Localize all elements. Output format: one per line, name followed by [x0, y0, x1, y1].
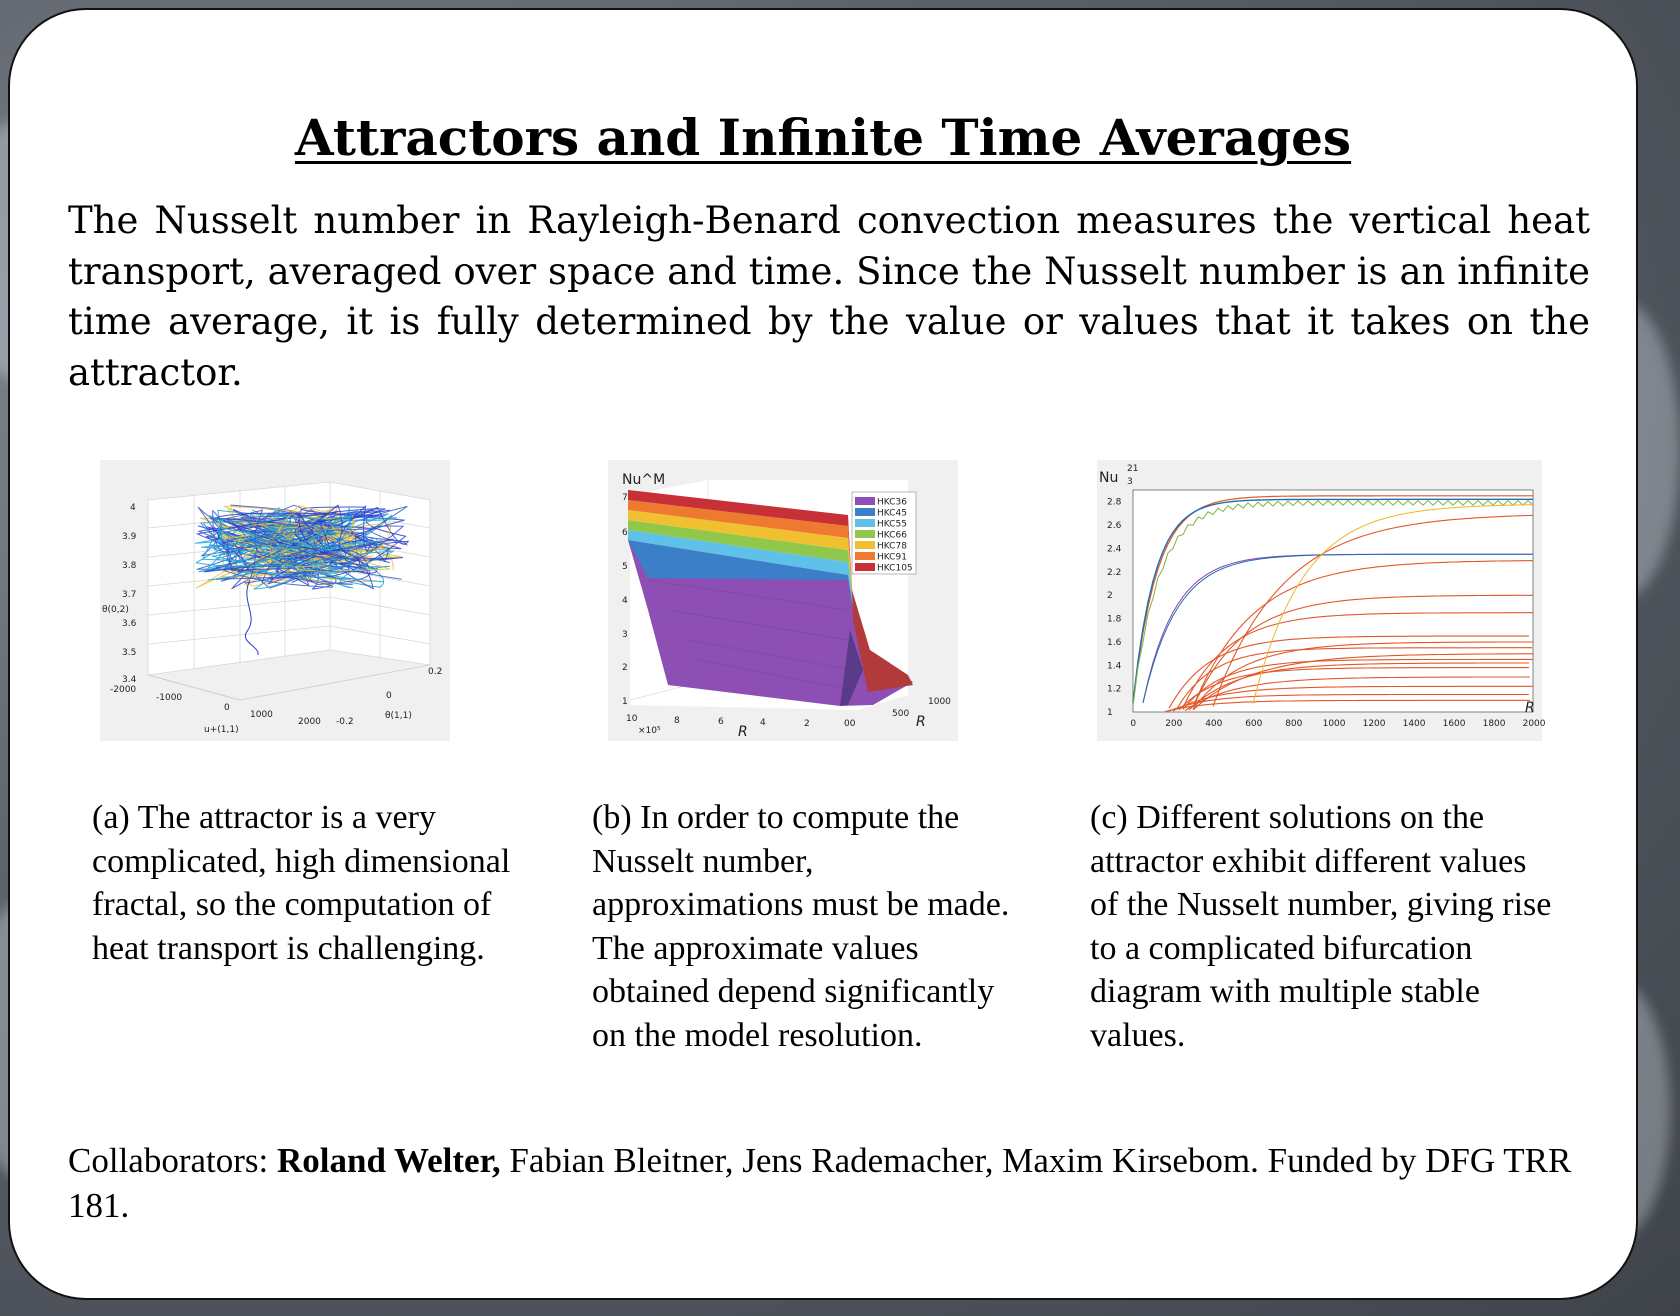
y-tick: 0.2 — [428, 667, 443, 677]
y-tick: 2 — [622, 663, 628, 673]
legend-label: HKC66 — [877, 530, 907, 541]
x-tick: 1800 — [1482, 719, 1506, 729]
x-tick: 6 — [718, 717, 724, 727]
legend-label: HKC36 — [877, 497, 907, 508]
footer-rest: Fabian Bleitner, Jens Rademacher, Maxim Kirsebom. Funded by DFG TRR 181. — [68, 1141, 1572, 1225]
y-tick: 4 — [622, 596, 628, 606]
y-axis-label: Nu — [1099, 470, 1119, 486]
legend-swatch — [855, 497, 875, 505]
legend-label: HKC45 — [877, 508, 907, 519]
y-label-sub: 3 — [1127, 477, 1133, 487]
figure-b-plot — [608, 460, 958, 741]
y-tick: 2.6 — [1107, 521, 1122, 532]
legend-swatch — [855, 519, 875, 527]
legend-swatch — [855, 563, 875, 571]
x-tick: -2000 — [110, 685, 137, 695]
z-tick: 3.6 — [122, 619, 137, 629]
figure-a-plot — [100, 460, 450, 741]
y-tick: 0 — [386, 691, 392, 701]
legend-label: HKC91 — [877, 552, 907, 563]
page-title: Attractors and Infinite Time Averages — [294, 108, 1352, 167]
x-tick: 0 — [224, 703, 230, 713]
x-axis-label: u+(1,1) — [204, 725, 239, 735]
x-tick: 800 — [1285, 719, 1303, 729]
y-tick: 1.8 — [1107, 614, 1122, 625]
figure-b-legend — [852, 492, 916, 574]
x-tick: 1000 — [250, 710, 273, 720]
figure-c-plot — [1097, 460, 1546, 741]
x-tick: 600 — [1245, 719, 1263, 729]
caption-c: (c) Different solutions on the attractor exhibit different values of the Nusselt number, giving rise to a complicated bifurcation diagram with multiple stable values. — [1090, 799, 1552, 1054]
x-tick: -1000 — [156, 693, 183, 703]
y-label-sup: 21 — [1127, 464, 1139, 474]
r-tick: 500 — [892, 709, 910, 719]
x-tick: 1200 — [1362, 719, 1386, 729]
figure-b-surface — [608, 460, 958, 741]
x-tick: 00 — [844, 719, 856, 729]
r-tick: 1000 — [928, 697, 951, 707]
poster-card — [8, 8, 1638, 1300]
z-tick: 3.4 — [122, 675, 137, 685]
z-tick: 3.7 — [122, 590, 137, 600]
z-axis-label: θ(0,2) — [102, 605, 129, 615]
x-tick: 2000 — [298, 717, 321, 727]
y-tick: -0.2 — [336, 717, 354, 727]
y-tick: 1.6 — [1107, 637, 1122, 648]
y-tick: 6 — [622, 528, 628, 538]
figure-c-bifurcation — [1097, 460, 1546, 741]
x-axis-label: R — [1525, 700, 1535, 716]
y-tick: 3 — [622, 630, 628, 640]
legend-label: HKC55 — [877, 519, 907, 530]
r-axis-label: R — [916, 714, 926, 730]
legend-swatch — [855, 530, 875, 538]
y-tick: 2.4 — [1107, 544, 1122, 555]
x-tick: 1400 — [1402, 719, 1426, 729]
z-tick: 3.5 — [122, 648, 137, 658]
z-tick: 3.8 — [122, 561, 137, 571]
x-tick: 2 — [804, 719, 810, 729]
z-tick: 3.9 — [122, 532, 137, 542]
caption-b: (b) In order to compute the Nusselt number, approximations must be made. The approximate values obtained depend significantly on the model resolution. — [592, 799, 1010, 1054]
legend-swatch — [855, 508, 875, 516]
x-exponent: ×10⁵ — [638, 726, 661, 736]
x-tick: 1600 — [1442, 719, 1466, 729]
caption-a: (a) The attractor is a very complicated, high dimensional fractal, so the computation of heat transport is challenging. — [92, 799, 511, 967]
x-axis-label: R — [738, 724, 748, 740]
y-tick: 1.4 — [1107, 661, 1122, 672]
x-tick: 2000 — [1522, 719, 1546, 729]
x-tick: 4 — [760, 718, 766, 728]
footer-bold-name: Roland Welter, — [277, 1141, 501, 1180]
footer-prefix: Collaborators: — [68, 1141, 277, 1180]
legend-swatch — [855, 552, 875, 560]
y-axis-label: Nu^M — [622, 472, 666, 488]
y-tick: 7 — [622, 493, 628, 503]
legend-label: HKC105 — [877, 563, 913, 574]
intro-paragraph: The Nusselt number in Rayleigh-Benard convection measures the vertical heat transport, averaged over space and time. Since the Nusselt number is an infinite time average, it is fully determined by the value or values that it takes on the attractor. — [68, 199, 1590, 394]
y-tick: 5 — [622, 562, 628, 572]
x-tick: 200 — [1165, 719, 1183, 729]
z-tick: 4 — [130, 503, 136, 513]
y-tick: 2 — [1107, 591, 1113, 602]
collaborators-footer — [68, 1138, 1588, 1228]
y-tick: 2.2 — [1107, 567, 1122, 578]
figure-a-attractor — [100, 460, 450, 741]
y-axis-label: θ(1,1) — [385, 711, 412, 721]
y-tick: 1 — [1107, 708, 1113, 718]
x-tick: 1000 — [1322, 719, 1346, 729]
x-tick: 10 — [626, 714, 638, 724]
x-tick: 400 — [1205, 719, 1223, 729]
legend-label: HKC78 — [877, 541, 907, 552]
x-tick: 0 — [1130, 719, 1137, 729]
legend-swatch — [855, 541, 875, 549]
y-tick: 2.8 — [1107, 497, 1122, 508]
x-tick: 8 — [674, 716, 680, 726]
y-tick: 1.2 — [1107, 684, 1122, 695]
y-tick: 1 — [622, 697, 628, 707]
